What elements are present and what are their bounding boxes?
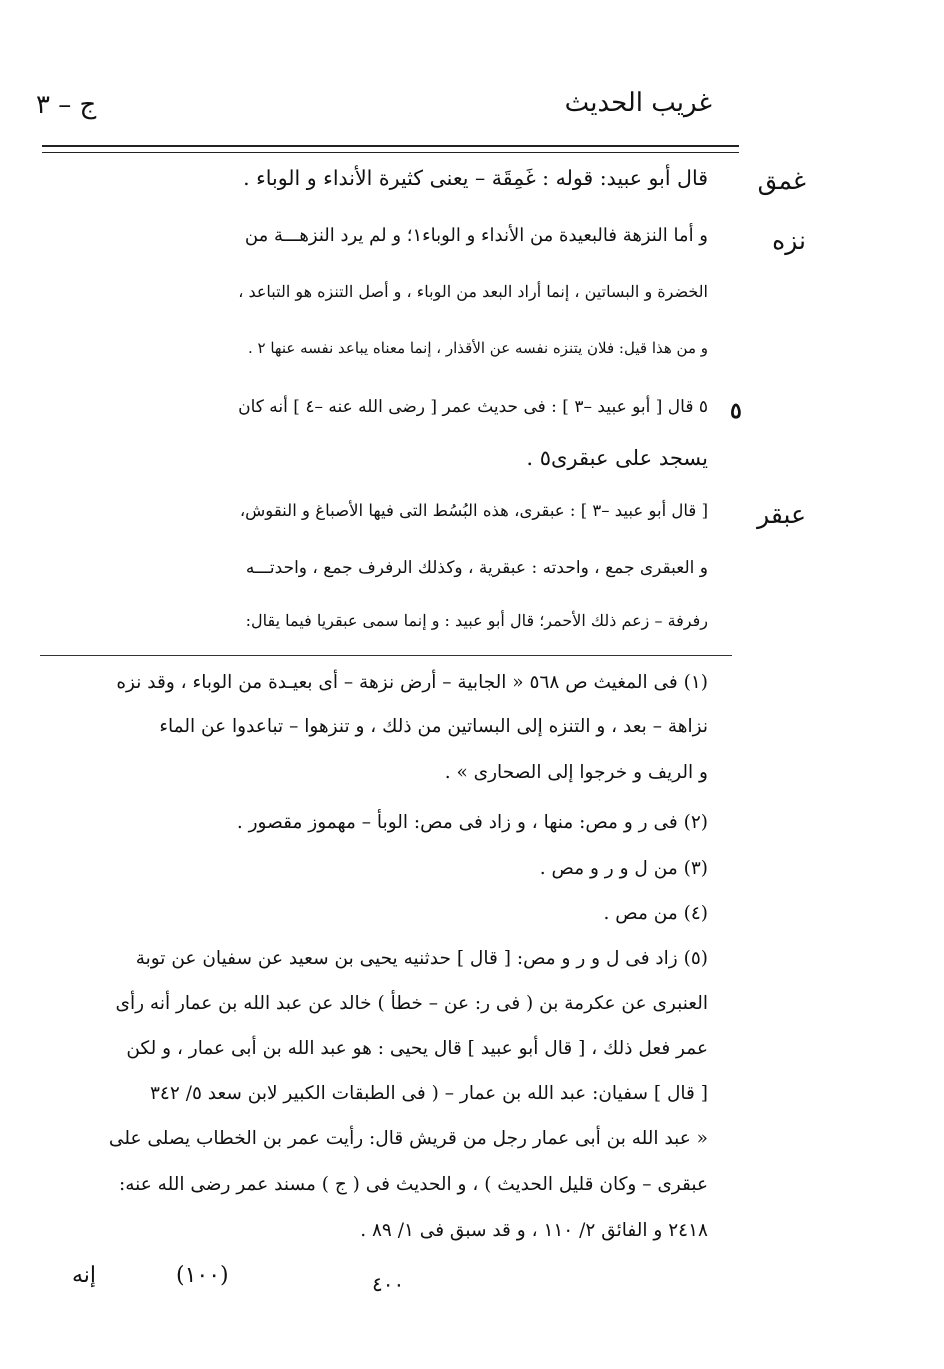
footnote-line: و الريف و خرجوا إلى الصحارى » . — [444, 762, 708, 783]
footnote-line: العنبرى عن عكرمة بن ( فى ر: عن – خطأ ) خالد عن عبد الله بن عمار أنه رأى — [115, 993, 708, 1014]
header-rule-thin — [42, 152, 739, 153]
running-title: غريب الحديث — [564, 88, 712, 118]
body-line: و من هذا قيل: فلان يتنزه نفسه عن الأقذار ، إنما معناه يباعد نفسه عنها ٢ . — [247, 339, 708, 357]
footnote-rule — [40, 655, 732, 656]
footnote-line: [ قال ] سفيان: عبد الله بن عمار – ( فى الطبقات الكبير لابن سعد ٥/ ٣٤٢ — [150, 1083, 708, 1104]
footnote-line: (١) فى المغيث ص ٥٦٨ « الجابية – أرض نزهة – أى بعيـدة من الوباء ، وقد نزه — [116, 672, 708, 693]
body-line: [ قال أبو عبيد –٣ ] : عبقرى، هذه البُسُط التى فيها الأصباغ و النقوش، — [239, 501, 708, 520]
footnote-line: (٣) من ل و ر و مص . — [539, 858, 708, 879]
body-line: قال أبو عبيد: قوله : غَمِقَة – يعنى كثيرة الأنداء و الوباء . — [243, 166, 708, 190]
footnote-line: عمر فعل ذلك ، [ قال أبو عبيد ] قال يحيى : هو عبد الله بن أبى عمار ، و لكن — [126, 1038, 708, 1059]
body-line: يسجد على عبقرى٥ . — [526, 446, 708, 470]
footnote-line: نزاهة – بعد ، و التنزه إلى البساتين من ذلك ، و تنزهوا – تباعدوا عن الماء — [159, 716, 708, 737]
page-number-arabic: ٤٠٠ — [372, 1272, 405, 1296]
volume-marker: ج – ٣ — [36, 90, 97, 120]
header-rule-thick — [42, 145, 739, 147]
body-line: رفرفة – زعم ذلك الأحمر؛ قال أبو عبيد : و إنما سمى عبقريا فيما يقال: — [245, 611, 708, 630]
body-line: الخضرة و البساتين ، إنما أراد البعد من الوباء ، و أصل التنزه هو التباعد ، — [238, 282, 708, 301]
margin-headword: غمق — [757, 166, 806, 195]
page-number-paren: (١٠٠) — [176, 1263, 229, 1288]
catchword: إنه — [72, 1263, 97, 1288]
footnote-line: « عبد الله بن أبى عمار رجل من قريش قال: رأيت عمر بن الخطاب يصلى على — [108, 1128, 708, 1149]
footnote-line: (٤) من مص . — [603, 903, 708, 924]
footnote-line: (٥) زاد فى ل و ر و مص: [ قال ] حدثنيه يحيى بن سعيد عن سفيان عن توبة — [135, 948, 708, 969]
footnote-line: ٢٤١٨ و الفائق ٢/ ١١٠ ، و قد سبق فى ١/ ٨٩ . — [360, 1220, 708, 1241]
body-line: و العبقرى جمع ، واحدته : عبقرية ، وكذلك الرفرف جمع ، واحدتـــه — [245, 558, 708, 578]
body-line: و أما النزهة فالبعيدة من الأنداء و الوباء١؛ و لم يرد النزهـــة من — [244, 225, 708, 246]
footnote-line: (٢) فى ر و مص: منها ، و زاد فى مص: الوبأ – مهموز مقصور . — [236, 812, 708, 833]
line-number: ٥ — [730, 398, 742, 424]
body-line: ٥ قال [ أبو عبيد –٣ ] : فى حديث عمر [ رضى الله عنه –٤ ] أنه كان — [238, 397, 708, 417]
margin-headword: عبقر — [757, 500, 806, 529]
footnote-line: عبقرى – وكان قليل الحديث ) ، و الحديث فى ( ج ) مسند عمر رضى الله عنه: — [119, 1174, 708, 1195]
margin-headword: نزه — [772, 226, 806, 255]
